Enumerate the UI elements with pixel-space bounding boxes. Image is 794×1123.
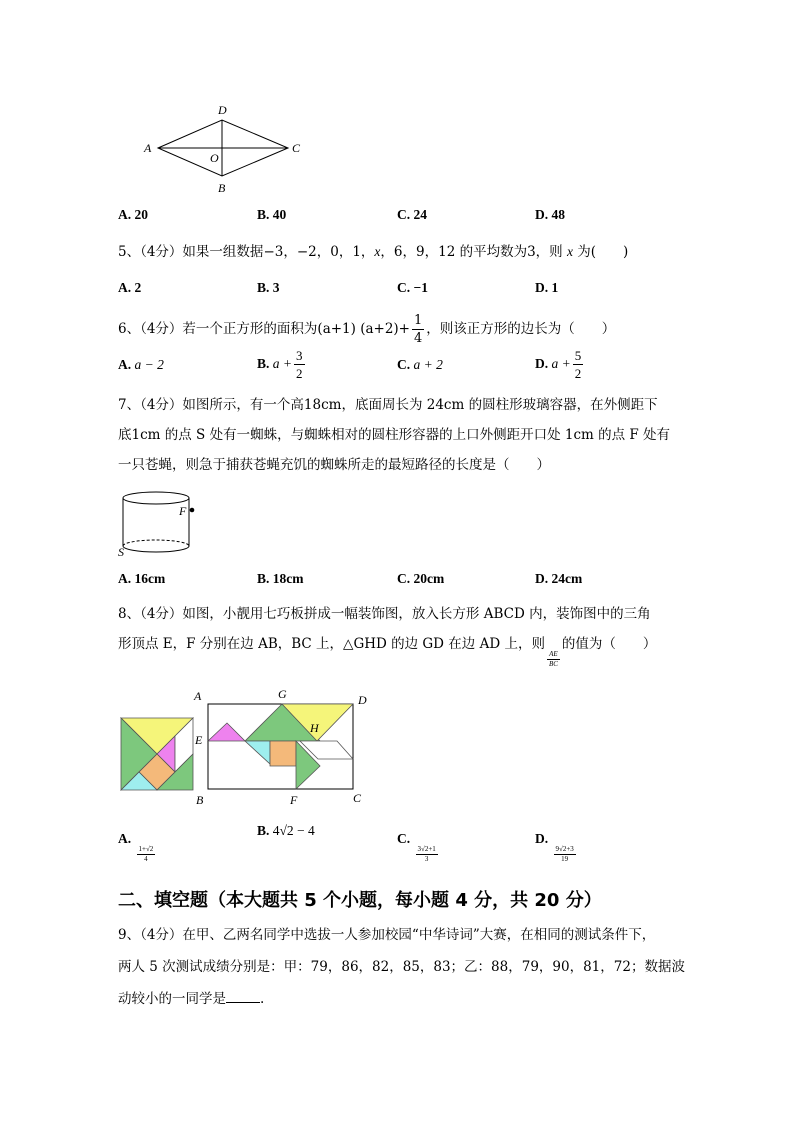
label-o: O <box>210 151 219 165</box>
label-b: B <box>218 181 226 195</box>
q8-option-a[interactable]: A. $\frac{1+√2}{4}$ <box>118 831 154 863</box>
cylinder-top <box>123 492 189 504</box>
q4-option-a[interactable]: A. 20 <box>118 207 148 222</box>
q5-option-b[interactable]: B. 3 <box>257 280 280 295</box>
q4-option-d[interactable]: D. 48 <box>535 207 565 222</box>
q6-fraction: $\frac{1}{4}$ <box>414 313 423 346</box>
q6-option-a[interactable]: A. a − 2 <box>118 357 164 372</box>
q7-stem-line3: 一只苍蝇，则急于捕获苍蝇充饥的蜘蛛所走的最短路径的长度是（ ） <box>118 457 550 473</box>
label-a: A <box>144 141 152 155</box>
q7-option-c[interactable]: C. 20cm <box>397 571 445 586</box>
orange-square <box>270 741 296 766</box>
q7-stem-line1: 7、（4分）如图所示，有一个高18cm，底面周长为 24cm 的圆柱形玻璃容器，在外侧距下 <box>118 397 658 413</box>
q8-option-b[interactable]: B. 4√2 − 4 <box>257 823 315 838</box>
cylinder-bottom-back <box>123 540 189 546</box>
label-c: C <box>292 141 301 155</box>
q8-option-c[interactable]: C. $\frac{3√2+1}{3}$ <box>397 831 436 863</box>
label-a: A <box>194 689 202 703</box>
cylinder-bottom-front <box>123 546 189 552</box>
label-e: E <box>195 733 203 747</box>
q5-option-a[interactable]: A. 2 <box>118 280 142 295</box>
label-f: F <box>290 793 298 807</box>
q7-option-d[interactable]: D. 24cm <box>535 571 583 586</box>
q6-option-c[interactable]: C. a + 2 <box>397 357 443 372</box>
q8-stem-line1: 8、（4分）如图，小靓用七巧板拼成一幅装饰图，放入长方形 ABCD 内，装饰图中的三角 <box>118 606 651 622</box>
label-s: S <box>118 545 124 559</box>
q9-answer-blank[interactable] <box>226 990 260 1003</box>
label-b: B <box>196 793 204 807</box>
q8-stem-line2: 形顶点 E，F 分别在边 AB，BC 上，△GHD 的边 GD 在边 AD 上，则 $\frac{AE}{BC}$ 的值为（ ） <box>118 636 657 668</box>
q7-option-a[interactable]: A. 16cm <box>118 571 166 586</box>
label-d: D <box>358 693 367 707</box>
cyan-triangle <box>245 741 270 764</box>
q4-option-c[interactable]: C. 24 <box>397 207 427 222</box>
q8-option-d[interactable]: D. $\frac{9√2+3}{19}$ <box>535 831 574 863</box>
pink-triangle-e <box>208 723 245 741</box>
label-h: H <box>310 721 319 735</box>
q6-option-d[interactable]: D. a + $\frac{5}{2}$ <box>535 348 582 382</box>
q7-option-b[interactable]: B. 18cm <box>257 571 304 586</box>
point-f <box>190 508 195 513</box>
q9-stem-line2: 两人 5 次测试成绩分别是：甲：79，86，82，85，83；乙：88，79，90，81，72；数据波 <box>118 959 685 975</box>
label-d: D <box>218 103 227 117</box>
tangram-square-figure <box>118 716 196 792</box>
q6-option-b[interactable]: B. a + $\frac{3}{2}$ <box>257 348 303 382</box>
q9-stem-line1: 9、（4分）在甲、乙两名同学中选拔一人参加校园“中华诗词”大赛，在相同的测试条件下， <box>118 927 656 943</box>
rectangle-abcd-figure <box>190 686 380 810</box>
q5-stem: 5、（4分）如果一组数据−3，−2，0，1，x，6，9，12 的平均数为3，则 x 为( ) <box>118 244 629 260</box>
rhombus-figure <box>140 100 310 196</box>
q7-stem-line2: 底1cm 的点 S 处有一蜘蛛，与蜘蛛相对的圆柱形容器的上口外侧距开口处 1cm 的点 F 处有 <box>118 427 671 443</box>
label-g: G <box>278 687 287 701</box>
q8-ratio-fraction: $\frac{AE}{BC}$ <box>548 650 558 668</box>
q5-option-d[interactable]: D. 1 <box>535 280 559 295</box>
label-f: F <box>179 504 187 518</box>
cylinder-figure <box>118 488 208 560</box>
q4-option-b[interactable]: B. 40 <box>257 207 287 222</box>
section-2-title: 二、填空题（本大题共 5 个小题，每小题 4 分，共 20 分） <box>118 890 602 911</box>
q9-stem-line3: 动较小的一同学是 . <box>118 991 265 1007</box>
q6-stem: 6、（4分）若一个正方形的面积为(a+1) (a+2)+ $\frac{1}{4}$ ，则该正方形的边长为（ ） <box>118 313 616 346</box>
label-c: C <box>353 791 362 805</box>
q5-option-c[interactable]: C. −1 <box>397 280 428 295</box>
